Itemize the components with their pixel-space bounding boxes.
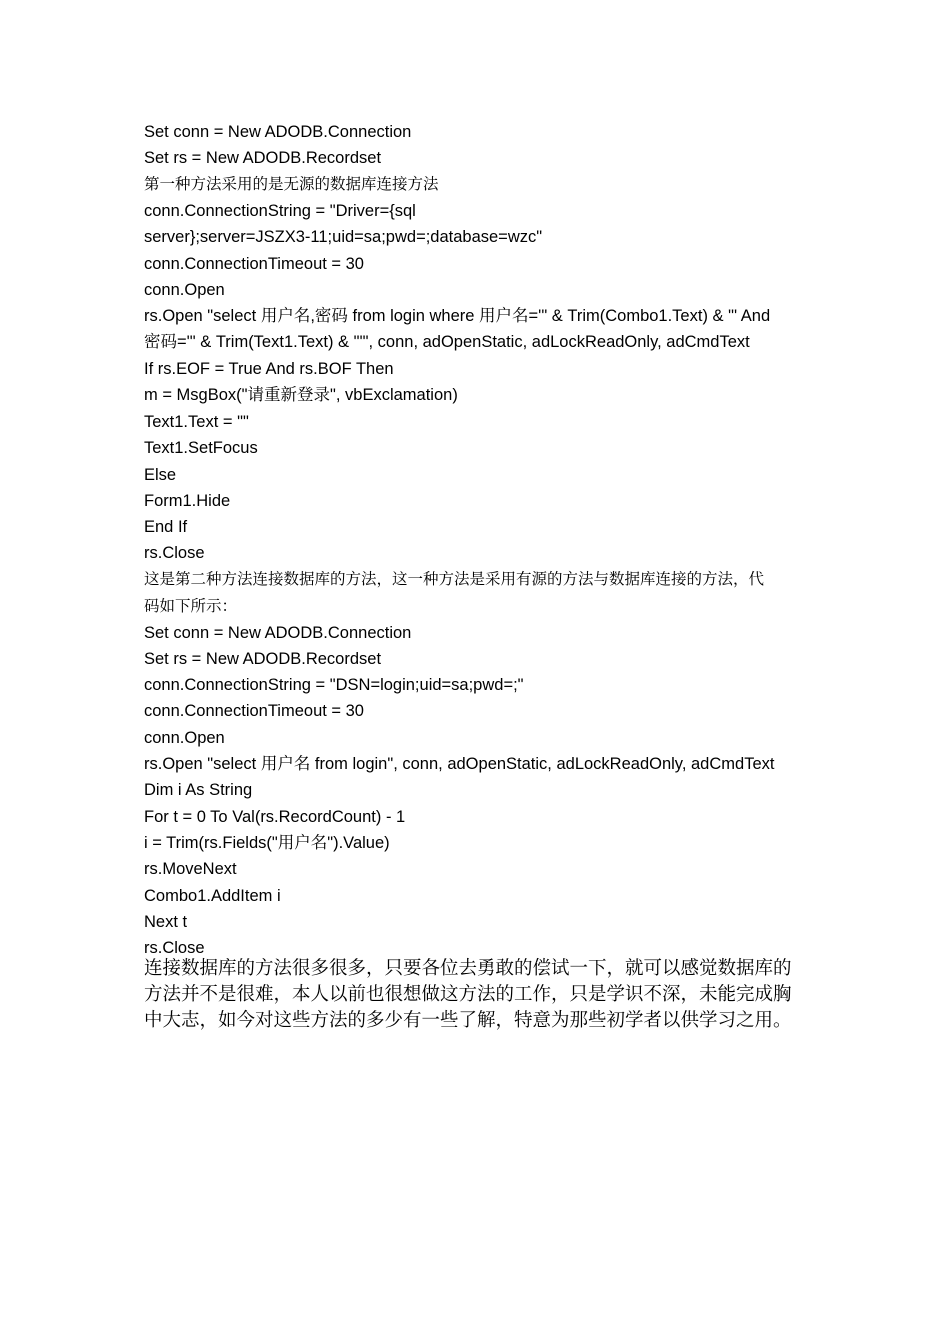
code-line: rs.Close (144, 544, 205, 562)
code-line: conn.ConnectionTimeout = 30 (144, 255, 364, 273)
code-line: Set conn = New ADODB.Connection (144, 123, 412, 141)
code-line: Next t (144, 913, 188, 931)
code-line: Text1.Text = "" (144, 413, 249, 431)
code-line: Form1.Hide (144, 492, 231, 510)
comment-line: 第一种方法采用的是无源的数据库连接方法 (144, 175, 439, 193)
code-line: Set conn = New ADODB.Connection (144, 624, 412, 642)
code-line: conn.ConnectionString = "DSN=login;uid=sa;pwd=;" (144, 676, 524, 694)
code-line: server};server=JSZX3-11;uid=sa;pwd=;database=wzc" (144, 228, 543, 246)
code-line: rs.MoveNext (144, 860, 237, 878)
code-line: Dim i As String (144, 781, 253, 799)
code-line: For t = 0 To Val(rs.RecordCount) - 1 (144, 808, 406, 826)
code-line: 密码='" & Trim(Text1.Text) & "'", conn, adOpenStatic, adLockReadOnly, adCmdText (144, 333, 750, 351)
code-line: m = MsgBox("请重新登录", vbExclamation) (144, 386, 458, 404)
comment-line: 码如下所示： (144, 597, 238, 615)
code-line: Set rs = New ADODB.Recordset (144, 650, 382, 668)
code-line: Text1.SetFocus (144, 439, 258, 457)
code-line: rs.Open "select 用户名,密码 from login where 用户名='" & Trim(Combo1.Text) & "' And (144, 307, 771, 325)
code-line: rs.Close (144, 939, 205, 957)
code-line: conn.ConnectionTimeout = 30 (144, 702, 364, 720)
comment-line: 这是第二种方法连接数据库的方法，这一种方法是采用有源的方法与数据库连接的方法，代 (144, 570, 765, 588)
code-line: Combo1.AddItem i (144, 887, 281, 905)
code-line: If rs.EOF = True And rs.BOF Then (144, 360, 394, 378)
code-line: conn.Open (144, 281, 225, 299)
code-line: conn.Open (144, 729, 225, 747)
code-line: Else (144, 466, 177, 484)
closing-paragraph-line: 连接数据库的方法很多很多，只要各位去勇敢的偿试一下，就可以感觉数据库的 (144, 958, 792, 979)
code-line: conn.ConnectionString = "Driver={sql (144, 202, 416, 220)
closing-paragraph-line: 方法并不是很难，本人以前也很想做这方法的工作，只是学识不深，未能完成胸 (144, 984, 792, 1005)
closing-paragraph-line: 中大志，如今对这些方法的多少有一些了解，特意为那些初学者以供学习之用。 (144, 1010, 792, 1031)
code-line: rs.Open "select 用户名 from login", conn, adOpenStatic, adLockReadOnly, adCmdText (144, 755, 775, 773)
code-line: Set rs = New ADODB.Recordset (144, 149, 382, 167)
code-line: i = Trim(rs.Fields("用户名").Value) (144, 834, 390, 852)
code-line: End If (144, 518, 188, 536)
